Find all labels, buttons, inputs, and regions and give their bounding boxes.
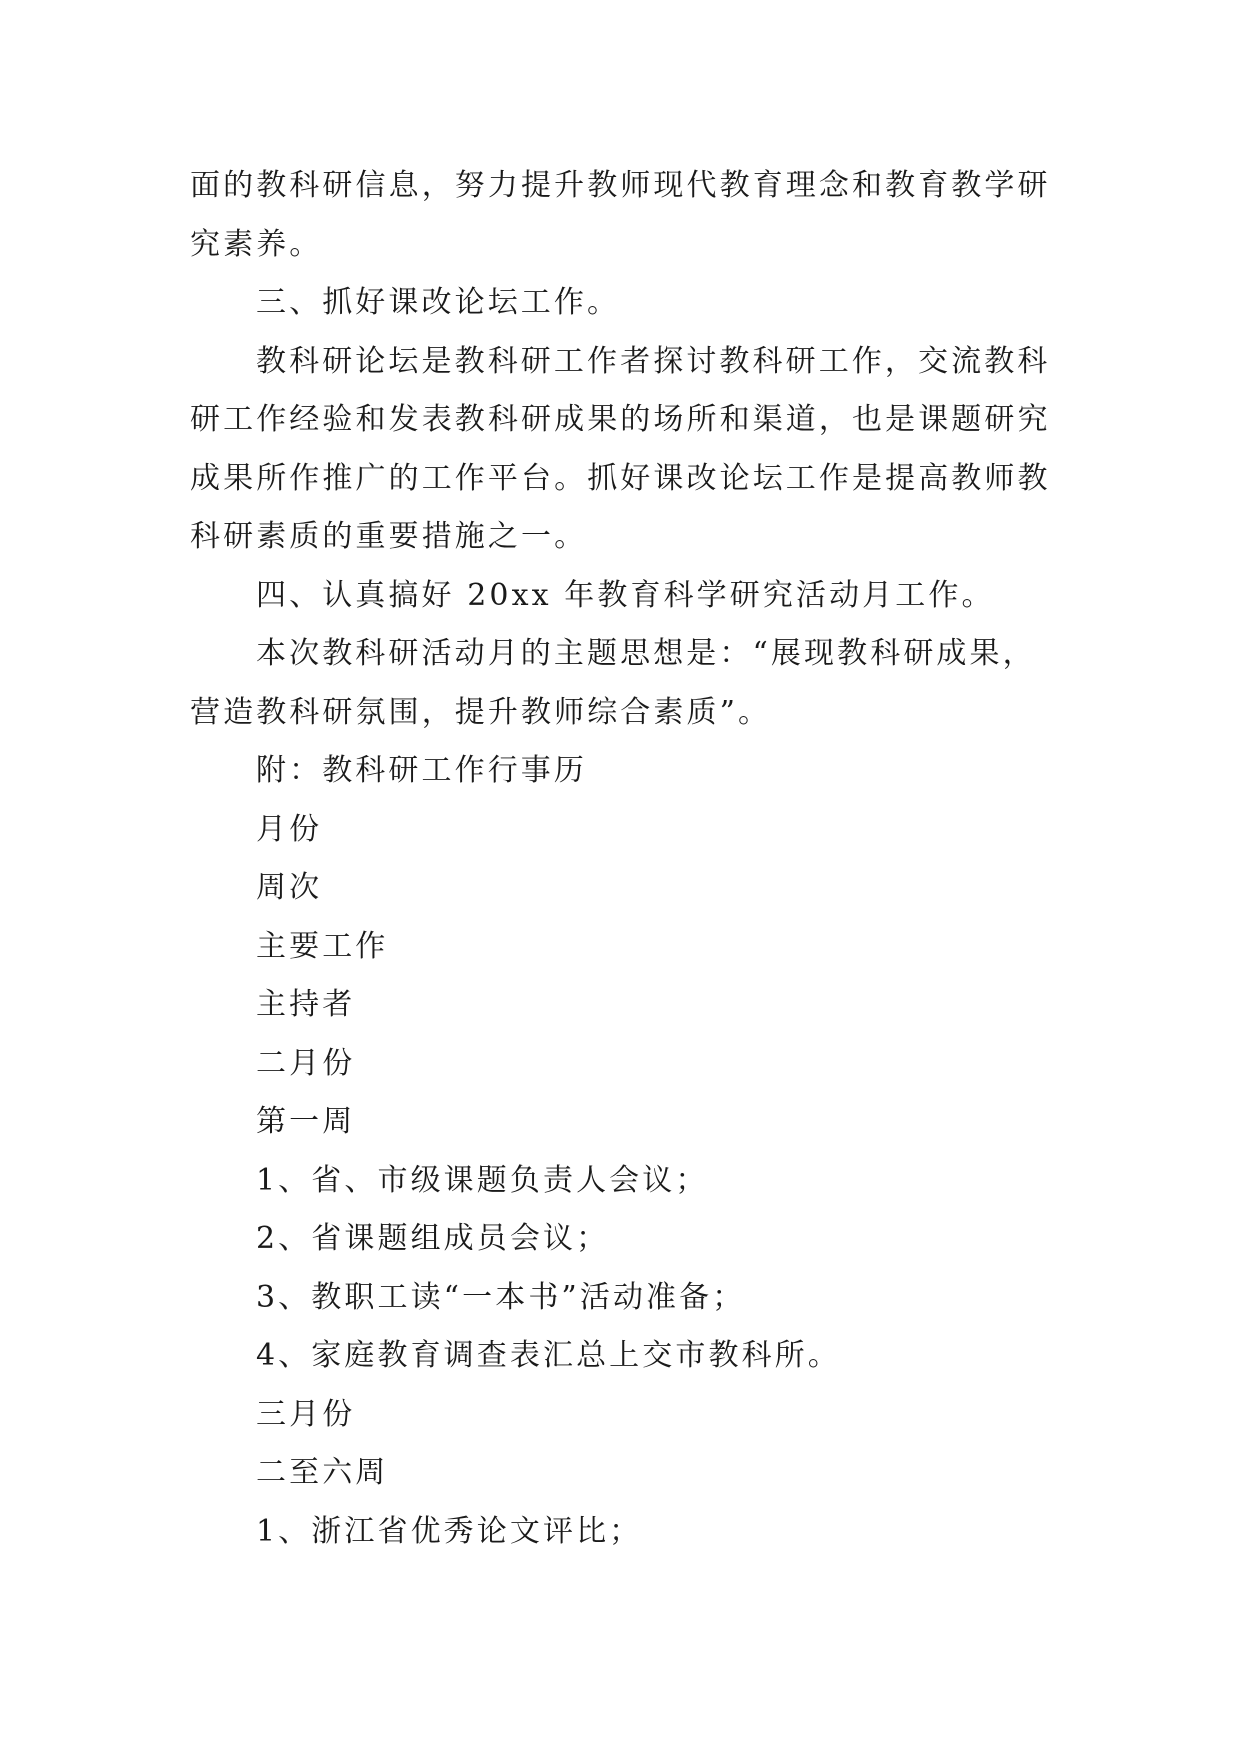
schedule-row [190,1035,1060,1386]
schedule-headers [190,801,1060,1035]
schedule-header-tasks: 主要工作 [256,928,389,964]
text-line: 究素养。 [190,226,323,262]
text-line: 教科研论坛是教科研工作者探讨教科研工作，交流教科 [256,343,1051,379]
schedule-header-host: 主持者 [256,987,356,1022]
schedule-month: 二月份 [256,1045,356,1081]
schedule-row [190,1386,1060,1562]
schedule-task: 3、教职工读“一本书”活动准备； [256,1279,746,1315]
schedule-month: 三月份 [256,1396,356,1432]
text-line: 科研素质的重要措施之一。 [190,519,588,554]
text-line: 三、抓好课改论坛工作。 [256,285,621,320]
schedule-header-month: 月份 [256,811,323,847]
text-line: 营造教科研氛围，提升教师综合素质”。 [190,694,772,730]
section-heading [190,274,1060,333]
paragraph-continued [190,157,1060,274]
schedule-task: 4、家庭教育调查表汇总上交市教科所。 [256,1338,841,1373]
text-line: 四、认真搞好 20xx 年教育科学研究活动月工作。 [256,577,995,613]
text-line: 面的教科研信息，努力提升教师现代教育理念和教育教学研 [190,168,1051,203]
schedule-task: 2、省课题组成员会议； [256,1221,610,1256]
schedule [190,742,1060,1561]
paragraph [190,625,1060,742]
schedule-header-week: 周次 [256,870,323,905]
schedule-week: 第一周 [256,1104,356,1139]
text-line: 研工作经验和发表教科研成果的场所和渠道，也是课题研究 [190,402,1051,437]
text-line: 成果所作推广的工作平台。抓好课改论坛工作是提高教师教 [190,460,1051,496]
paragraph [190,333,1060,567]
schedule-task: 1、省、市级课题负责人会议； [256,1162,709,1198]
section-heading [190,567,1060,626]
text-line: 本次教科研活动月的主题思想是：“展现教科研成果， [256,636,1036,671]
schedule-task: 1、浙江省优秀论文评比； [256,1513,643,1549]
schedule-title: 附：教科研工作行事历 [256,753,587,788]
schedule-week: 二至六周 [256,1455,389,1490]
document-body [190,157,1060,1561]
